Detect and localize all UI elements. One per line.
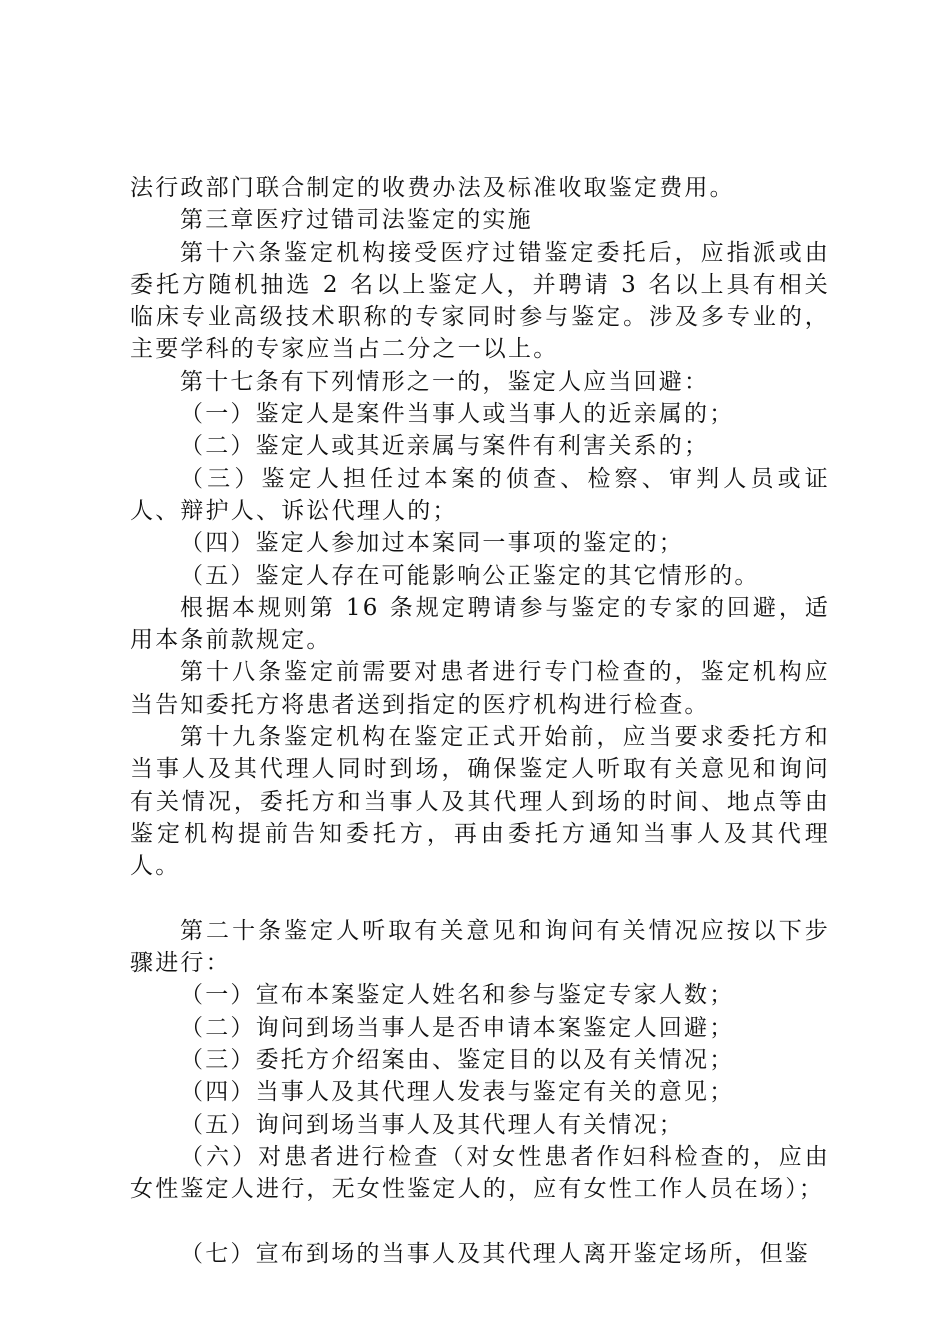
- chapter-heading: 第三章医疗过错司法鉴定的实施: [180, 207, 533, 234]
- paragraph: 根据本规则第 16 条规定聘请参与鉴定的专家的回避，适用本条前款规定。: [130, 594, 830, 654]
- list-item: （五）询问到场当事人及其代理人有关情况；: [180, 1111, 684, 1138]
- article-19: 第十九条鉴定机构在鉴定正式开始前，应当要求委托方和当事人及其代理人同时到场，确保鉴定人听取有关意见和询问有关情况，委托方和当事人及其代理人到场的时间、地点等由鉴定机构提前告知委托方，再由委托方通知当事人及其代理人。: [130, 724, 830, 880]
- list-item: （五）鉴定人存在可能影响公正鉴定的其它情形的。: [180, 562, 760, 589]
- article-20: 第二十条鉴定人听取有关意见和询问有关情况应按以下步骤进行：: [130, 917, 830, 977]
- paragraph-gap: [130, 883, 830, 915]
- list-item: （三）委托方介绍案由、鉴定目的以及有关情况；: [180, 1047, 735, 1074]
- list-item: （二）询问到场当事人是否申请本案鉴定人回避；: [180, 1014, 735, 1041]
- list-item: （四）鉴定人参加过本案同一事项的鉴定的；: [180, 530, 684, 557]
- article-17: 第十七条有下列情形之一的，鉴定人应当回避：: [180, 368, 710, 395]
- article-18: 第十八条鉴定前需要对患者进行专门检查的，鉴定机构应当告知委托方将患者送到指定的医疗机构进行检查。: [130, 659, 830, 718]
- list-item: （七）宣布到场的当事人及其代理人离开鉴定场所，但鉴: [180, 1240, 810, 1267]
- paragraph-gap: [130, 1206, 830, 1238]
- document-body: [130, 172, 830, 1270]
- paragraph: 法行政部门联合制定的收费办法及标准收取鉴定费用。: [130, 175, 735, 201]
- list-item: （二）鉴定人或其近亲属与案件有利害关系的；: [180, 433, 710, 460]
- list-item: （三）鉴定人担任过本案的侦查、检察、审判人员或证人、辩护人、诉讼代理人的；: [130, 465, 830, 524]
- list-item: （一）宣布本案鉴定人姓名和参与鉴定专家人数；: [180, 982, 735, 1009]
- list-item: （六）对患者进行检查（对女性患者作妇科检查的，应由女性鉴定人进行，无女性鉴定人的，应有女性工作人员在场）；: [130, 1143, 830, 1203]
- article-16: 第十六条鉴定机构接受医疗过错鉴定委托后，应指派或由委托方随机抽选 2 名以上鉴定人，并聘请 3 名以上具有相关临床专业高级技术职称的专家同时参与鉴定。涉及多专业的，主要学科的专家应当占二分之一以上。: [130, 239, 830, 363]
- list-item: （四）当事人及其代理人发表与鉴定有关的意见；: [180, 1079, 735, 1106]
- list-item: （一）鉴定人是案件当事人或当事人的近亲属的；: [180, 401, 735, 428]
